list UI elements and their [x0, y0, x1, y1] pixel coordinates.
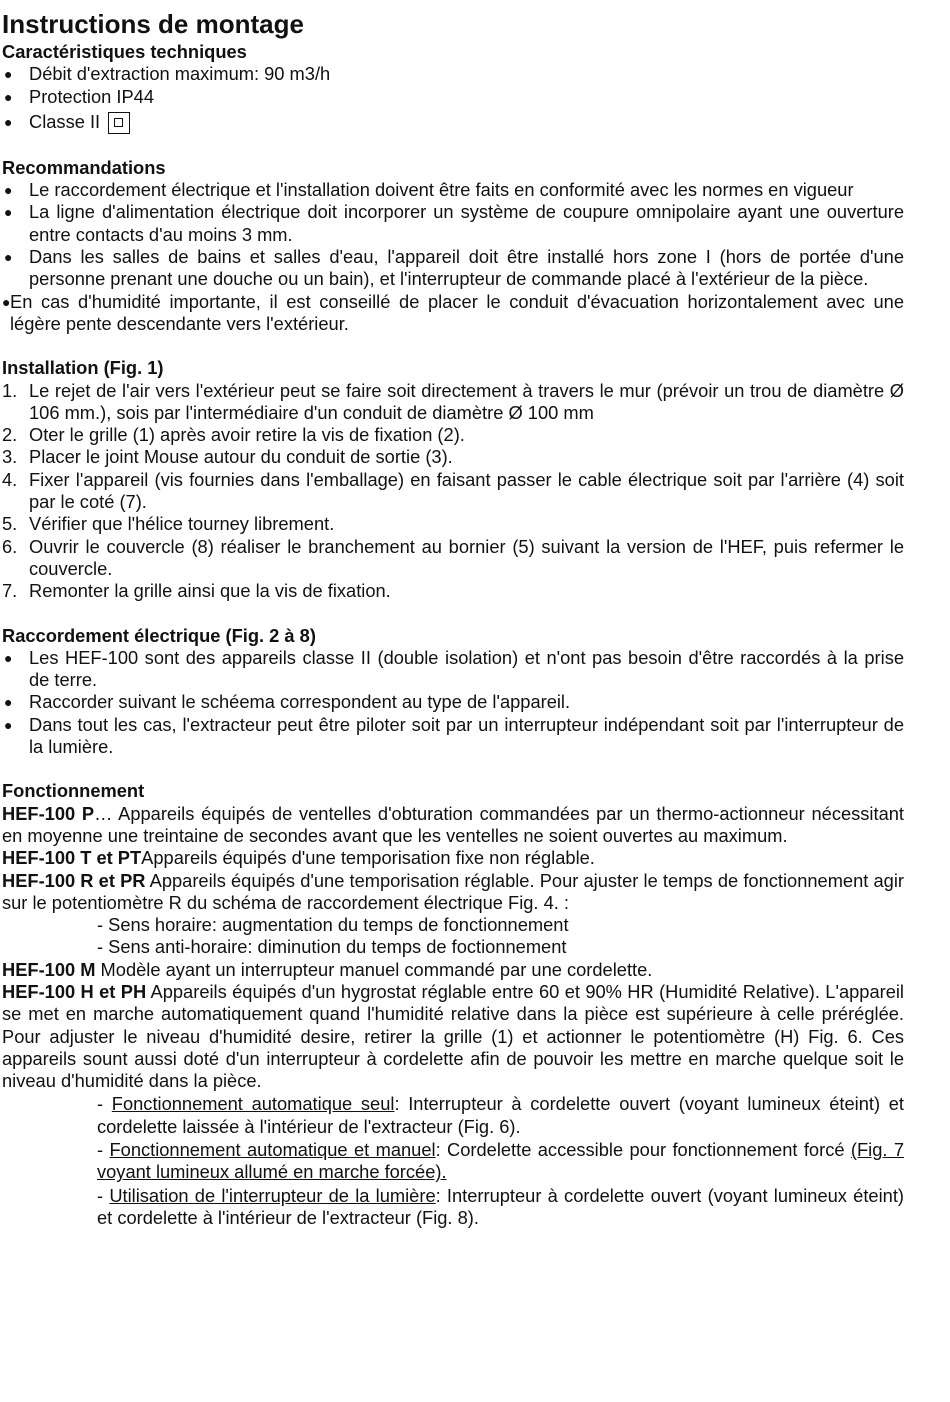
class-ii-double-square-icon	[108, 112, 130, 134]
operation-heading: Fonctionnement	[2, 780, 145, 802]
mode-light-switch: - Utilisation de l'interrupteur de la lumière: Interrupteur à cordelette ouvert (voyant lumineux éteint) et cordelette à l'intérieur de l'extracteur (Fig. 8).	[97, 1184, 904, 1228]
list-item: ● Classe II	[2, 111, 904, 134]
specs-heading: Caractéristiques techniques	[2, 41, 247, 62]
recommendations-list	[2, 179, 904, 335]
list-item: ● La ligne d'alimentation électrique doit incorporer un système de coupure omnipolaire ayant une ouverture entre contacts d'au moins 3 mm.	[4, 201, 904, 245]
bullet-icon: ●	[4, 694, 13, 711]
document-page	[2, 7, 904, 1229]
list-item: ● Le raccordement électrique et l'installation doivent être faits en conformité avec les normes en vigueur	[4, 179, 854, 201]
mode-automatic-manual: - Fonctionnement automatique et manuel: Cordelette accessible pour fonctionnement forcé (Fig. 7 voyant lumineux allumé en marche forcée).	[97, 1139, 905, 1183]
electrical-list	[2, 647, 904, 758]
model-r-sub-1: - Sens horaire: augmentation du temps de fonctionnement	[97, 914, 569, 936]
list-item: 7. Remonter la grille ainsi que la vis de fixation.	[2, 580, 391, 602]
installation-steps	[2, 380, 904, 603]
model-r-paragraph: HEF-100 R et PR Appareils équipés d'une temporisation réglable. Pour ajuster le temps de fonctionnement agir sur le potentiomètre R du schéma de raccordement électrique Fig. 4. :	[2, 869, 904, 913]
list-item: ● Dans les salles de bains et salles d'eau, l'appareil doit être installé hors zone I (hors de portée d'une personne prenant une douche ou un bain), et l'interrupteur de commande placé à l'extérieur de la pièce.	[4, 246, 904, 290]
recommendations-heading: Recommandations	[2, 156, 166, 178]
bullet-icon: ●	[4, 204, 13, 221]
list-item: ● En cas d'humidité importante, il est conseillé de placer le conduit d'évacuation horizontalement avec une légère pente descendante vers l'extérieur.	[2, 290, 904, 334]
bullet-icon: ●	[4, 249, 13, 266]
bullet-icon: ●	[4, 113, 13, 130]
list-item: 6. Ouvrir le couvercle (8) réaliser le branchement au bornier (5) suivant la version de l'HEF, puis refermer le couvercle.	[2, 535, 904, 579]
bullet-icon: ●	[4, 182, 13, 199]
bullet-icon: ●	[4, 88, 13, 105]
list-item: ● Débit d'extraction maximum: 90 m3/h	[4, 63, 331, 85]
bullet-icon: ●	[4, 716, 13, 733]
list-item: ● Les HEF-100 sont des appareils classe II (double isolation) et n'ont pas besoin d'être raccordés à la prise de terre.	[4, 646, 904, 691]
model-h-paragraph: HEF-100 H et PH Appareils équipés d'un hygrostat réglable entre 60 et 90% HR (Humidité Relative). L'appareil se met en marche automatiquement quand l'humidité relative dans la pièce est supérieure à celle préréglée. Pour adjuster le niveau d'humidité desire, retirer la grille (1) et actionner le potentiomètre (H) Fig. 6. Ces appareils sount aussi doté d'un interrupteur à cordelette afin de pouvoir les mettre en marche quelque soit le niveau d'humidité dans la pièce.	[2, 980, 904, 1092]
list-item: 5. Vérifier que l'hélice tourney librement.	[2, 513, 335, 535]
list-item: ● Protection IP44	[4, 85, 154, 107]
model-t-paragraph: HEF-100 T et PTAppareils équipés d'une temporisation fixe non réglable.	[2, 847, 595, 869]
model-r-sub-2: - Sens anti-horaire: diminution du temps de foctionnement	[97, 936, 567, 958]
bullet-icon: ●	[2, 293, 11, 310]
mode-automatic: - Fonctionnement automatique seul: Interrupteur à cordelette ouvert (voyant lumineux éteint) et cordelette laissée à l'intérieur de l'extracteur (Fig. 6).	[97, 1093, 904, 1137]
specs-list	[2, 63, 904, 134]
page-title: Instructions de montage	[2, 9, 304, 39]
list-item: ● Dans tout les cas, l'extracteur peut être piloter soit par un interrupteur indépendant soit par l'interrupteur de la lumière.	[4, 713, 904, 758]
list-item: 3. Placer le joint Mouse autour du conduit de sortie (3).	[2, 446, 453, 468]
bullet-icon: ●	[4, 66, 13, 83]
list-item: 4. Fixer l'appareil (vis fournies dans l'emballage) en faisant passer le cable électrique soit par l'arrière (4) soit par le coté (7).	[2, 468, 904, 513]
list-item: 1. Le rejet de l'air vers l'extérieur peut se faire soit directement à travers le mur (prévoir un trou de diamètre Ø 106 mm.), sois par l'intermédiaire d'un conduit de diamètre Ø 100 mm	[2, 379, 904, 423]
electrical-heading: Raccordement électrique (Fig. 2 à 8)	[2, 624, 316, 646]
model-m-paragraph: HEF-100 M Modèle ayant un interrupteur manuel commandé par une cordelette.	[2, 958, 653, 980]
list-item: ● Raccorder suivant le schéema correspondent au type de l'appareil.	[4, 691, 571, 713]
list-item: 2. Oter le grille (1) après avoir retire la vis de fixation (2).	[2, 424, 465, 446]
bullet-icon: ●	[4, 649, 13, 666]
installation-heading: Installation (Fig. 1)	[2, 357, 164, 379]
model-p-paragraph: HEF-100 P… Appareils équipés de ventelles d'obturation commandées par un thermo-actionneur nécessitant en moyenne une treintaine de secondes avant que les ventelles ne soient ouvertes au maximum.	[2, 802, 904, 846]
